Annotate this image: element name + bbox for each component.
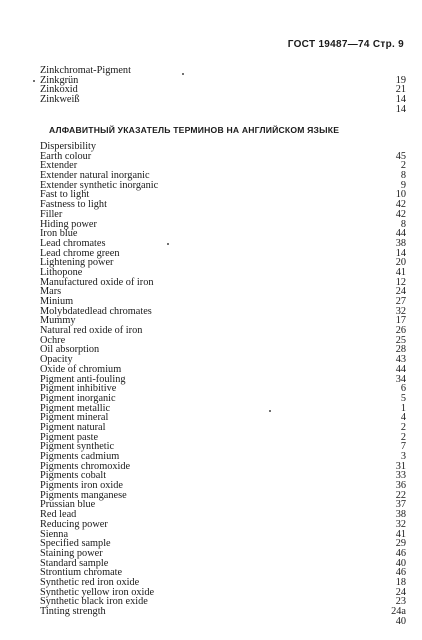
- index-term: Specified sample: [40, 538, 111, 550]
- index-row: [40, 200, 406, 210]
- index-term: Zinkchromat-Pigment: [40, 65, 131, 76]
- index-row: [40, 278, 406, 288]
- index-number: 25: [395, 334, 406, 346]
- index-term: Reducing power: [40, 518, 108, 530]
- index-number: 36: [395, 480, 406, 492]
- index-number: 2: [400, 421, 406, 433]
- index-number: 32: [395, 305, 406, 317]
- index-number: 44: [395, 228, 406, 240]
- index-number: 12: [395, 276, 406, 288]
- index-number: 8: [400, 170, 406, 182]
- index-term: Dispersibility: [40, 141, 97, 152]
- index-number: 24: [395, 586, 406, 598]
- index-number: 38: [395, 237, 406, 249]
- index-term: Mummy: [40, 315, 76, 327]
- index-number: 17: [395, 315, 406, 327]
- index-term: Synthetic yellow iron oxide: [40, 586, 155, 598]
- index-row: [40, 326, 406, 336]
- index-term: Staining power: [40, 547, 103, 559]
- index-number: 41: [395, 528, 406, 540]
- index-term: Opacity: [40, 354, 73, 366]
- index-row: [40, 345, 406, 355]
- section-heading: АЛФАВИТНЫЙ УКАЗАТЕЛЬ ТЕРМИНОВ НА АНГЛИЙСКОМ ЯЗЫКЕ: [49, 125, 340, 135]
- english-term-index: [40, 142, 406, 626]
- index-term: Lithopone: [40, 266, 83, 278]
- index-term: Pigments chromoxide: [40, 460, 131, 472]
- index-term: Extender synthetic inorganic: [40, 179, 159, 191]
- index-number: 46: [395, 547, 406, 559]
- index-term: Sienna: [40, 528, 69, 540]
- index-row: [40, 142, 406, 152]
- index-term: Zinkoxid: [40, 84, 78, 96]
- index-number: 24a: [391, 606, 406, 617]
- index-number: 21: [395, 84, 406, 96]
- index-term: Pigments manganese: [40, 489, 127, 501]
- index-number: 1: [400, 402, 406, 414]
- index-row: [40, 181, 406, 191]
- index-term: Fastness to light: [40, 199, 107, 211]
- index-number: 41: [395, 266, 406, 278]
- index-term: Pigment inorganic: [40, 392, 116, 404]
- index-number: 33: [395, 470, 406, 482]
- index-term: Pigment paste: [40, 431, 99, 443]
- index-row: [40, 258, 406, 268]
- index-term: Lead chromates: [40, 237, 106, 249]
- index-number: 40: [395, 615, 406, 627]
- index-term: Pigment inhibitive: [40, 383, 117, 395]
- index-row: [40, 287, 406, 297]
- index-term: Pigment mineral: [40, 412, 109, 424]
- index-number: 28: [395, 344, 406, 356]
- stray-mark: [33, 80, 35, 82]
- index-number: 6: [400, 383, 406, 395]
- index-term: Red lead: [40, 509, 77, 521]
- index-term: Zinkgrün: [40, 74, 79, 86]
- index-term: Oxide of chromium: [40, 363, 122, 375]
- index-term: Ochre: [40, 334, 66, 346]
- index-row: [40, 95, 406, 105]
- index-row: [40, 500, 406, 510]
- index-number: 24: [395, 286, 406, 298]
- page-header: ГОСТ 19487—74 Стр. 9: [287, 39, 404, 50]
- index-term: Iron blue: [40, 228, 78, 240]
- index-term: Fast to light: [40, 189, 90, 201]
- index-number: 32: [395, 518, 406, 530]
- index-number: 34: [395, 373, 406, 385]
- index-row: [40, 85, 406, 95]
- index-number: 43: [395, 354, 406, 366]
- index-number: 27: [395, 296, 406, 307]
- index-number: 31: [395, 460, 406, 472]
- index-number: 45: [395, 150, 406, 162]
- index-number: 19: [395, 74, 406, 86]
- stray-mark: [269, 410, 271, 412]
- index-term: Extender natural inorganic: [40, 170, 150, 182]
- index-number: 23: [395, 596, 406, 608]
- index-term: Pigment synthetic: [40, 441, 115, 453]
- index-row: [40, 152, 406, 162]
- index-row: [40, 607, 406, 617]
- index-number: 42: [395, 199, 406, 211]
- index-term: Minium: [40, 296, 74, 307]
- index-term: Oil absorption: [40, 344, 100, 356]
- index-term: Filler: [40, 208, 63, 220]
- index-number: 29: [395, 538, 406, 550]
- german-term-index: [40, 66, 406, 114]
- index-number: 37: [395, 499, 406, 511]
- index-term: Manufactured oxide of iron: [40, 276, 154, 288]
- index-term: Mars: [40, 286, 62, 298]
- index-row: [40, 520, 406, 530]
- index-row: [40, 76, 406, 86]
- index-number: 14: [395, 94, 406, 106]
- index-number: 14: [395, 103, 406, 115]
- index-row: [40, 617, 406, 627]
- index-term: Natural red oxide of iron: [40, 325, 143, 337]
- index-term: Earth colour: [40, 150, 92, 162]
- index-term: Synthetic red iron oxide: [40, 576, 140, 588]
- index-number: 38: [395, 509, 406, 521]
- index-number: 14: [395, 247, 406, 259]
- index-term: Tinting strength: [40, 606, 106, 617]
- index-number: 40: [395, 557, 406, 569]
- index-term: Pigments cadmium: [40, 451, 120, 462]
- index-term: Pigment metallic: [40, 402, 111, 414]
- index-number: 3: [400, 451, 406, 462]
- index-number: 8: [400, 218, 406, 230]
- index-number: 4: [400, 412, 406, 424]
- index-number: 7: [400, 441, 406, 453]
- index-number: 2: [400, 160, 406, 172]
- index-number: 22: [395, 489, 406, 501]
- index-term: Lightening power: [40, 257, 114, 269]
- index-term: Standard sample: [40, 557, 109, 569]
- index-number: 42: [395, 208, 406, 220]
- index-row: [40, 66, 406, 76]
- index-term: Hiding power: [40, 218, 97, 230]
- index-row: [40, 220, 406, 230]
- index-number: 5: [400, 392, 406, 404]
- index-number: 9: [400, 179, 406, 191]
- index-number: 18: [395, 576, 406, 588]
- stray-mark: [182, 73, 184, 75]
- index-number: 10: [395, 189, 406, 201]
- index-term: Pigment anti-fouling: [40, 373, 126, 385]
- index-number: 44: [395, 363, 406, 375]
- index-term: Pigments cobalt: [40, 470, 107, 482]
- index-term: Extender: [40, 160, 78, 172]
- index-term: Lead chrome green: [40, 247, 120, 259]
- index-number: 26: [395, 325, 406, 337]
- index-term: Zinkweiß: [40, 94, 80, 106]
- index-term: Prussian blue: [40, 499, 96, 511]
- index-row: [40, 105, 406, 115]
- index-number: 20: [395, 257, 406, 269]
- index-number: 2: [400, 431, 406, 443]
- index-row: [40, 307, 406, 317]
- stray-mark: [167, 243, 169, 245]
- index-term: Pigment natural: [40, 421, 106, 433]
- index-term: Pigments iron oxide: [40, 480, 123, 492]
- index-term: Strontium chromate: [40, 567, 123, 579]
- index-term: Molybdatedlead chromates: [40, 305, 152, 317]
- index-term: Synthetic black iron exide: [40, 596, 148, 608]
- index-number: 46: [395, 567, 406, 579]
